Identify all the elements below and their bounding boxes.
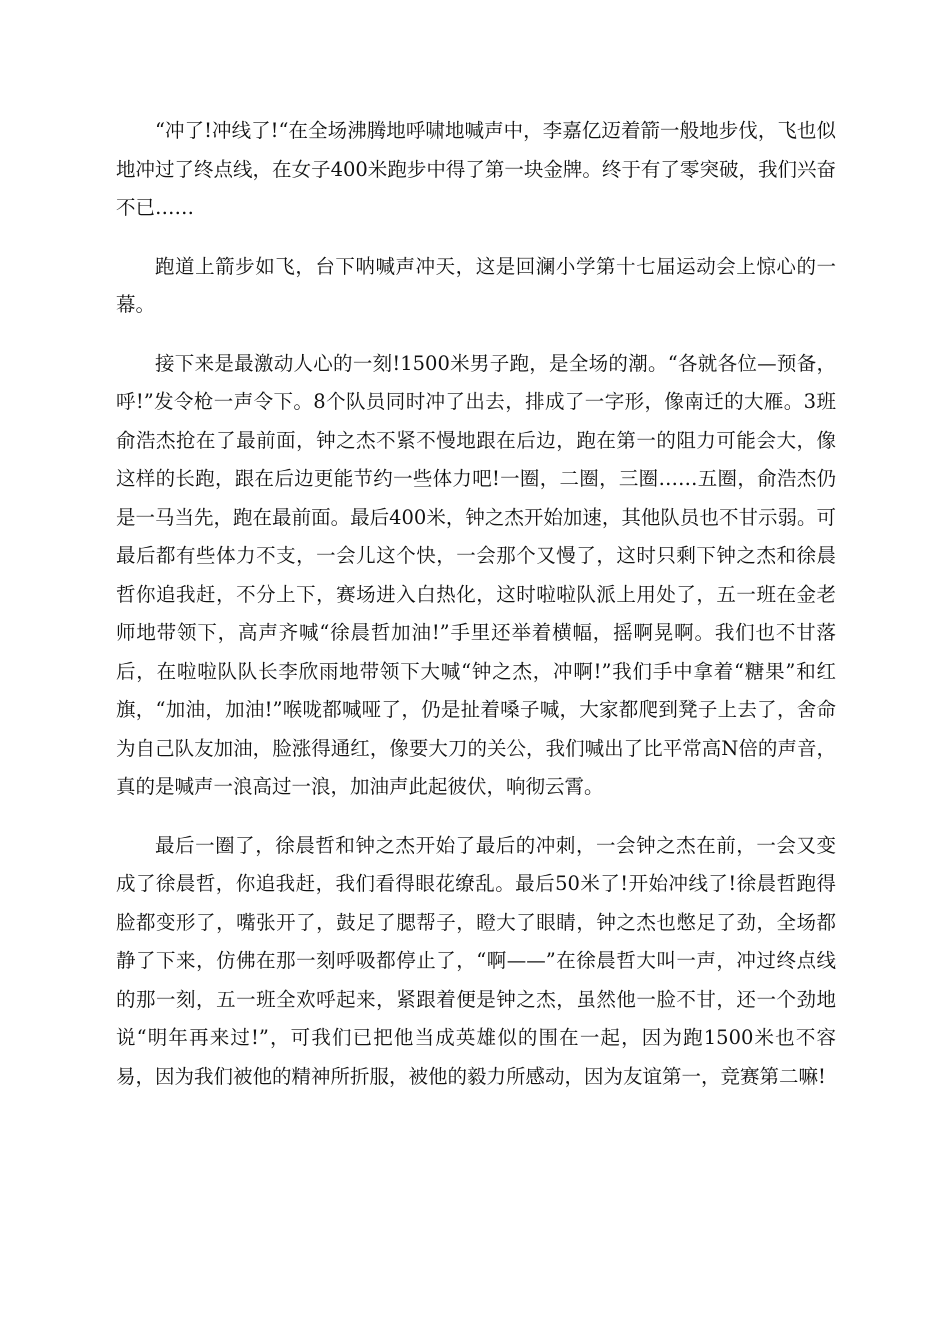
paragraph-scene: 跑道上箭步如飞，台下呐喊声冲天，这是回澜小学第十七届运动会上惊心的一幕。 (116, 254, 836, 316)
paragraph-final-lap: 最后一圈了，徐晨哲和钟之杰开始了最后的冲刺，一会钟之杰在前，一会又变成了徐晨哲，你追我赶，我们看得眼花缭乱。最后50米了!开始冲线了!徐晨哲跑得脸都变形了，嘴张开了，鼓足了腮帮子，瞪大了眼睛，钟之杰也憋足了劲，全场都静了下来，仿佛在那一刻呼吸都停止了，“啊——”在徐晨哲大叫一声，冲过终点线的那一刻，五一班全欢呼起来，紧跟着便是钟之杰，虽然他一脸不甘，还一个劲地说“明年再来过!”，可我们已把他当成英雄似的围在一起，因为跑1500米也不容易，因为我们被他的精神所折服，被他的毅力所感动，因为友谊第一，竞赛第二嘛! (116, 833, 836, 1088)
paragraph-opening: “冲了!冲线了!“在全场沸腾地呼啸地喊声中，李嘉亿迈着箭一般地步伐，飞也似地冲过了终点线，在女子400米跑步中得了第一块金牌。终于有了零突破，我们兴奋不已…… (116, 119, 836, 219)
paragraph-1500m-race: 接下来是最激动人心的一刻!1500米男子跑，是全场的潮。“各就各位—预备，呼!”发令枪一声令下。8个队员同时冲了出去，排成了一字形，像南迁的大雁。3班俞浩杰抢在了最前面，钟之杰不紧不慢地跟在后边，跑在第一的阻力可能会大，像这样的长跑，跟在后边更能节约一些体力吧!一圈，二圈，三圈……五圈，俞浩杰仍是一马当先，跑在最前面。最后400米，钟之杰开始加速，其他队员也不甘示弱。可最后都有些体力不支，一会儿这个快，一会那个又慢了，这时只剩下钟之杰和徐晨哲你追我赶，不分上下，赛场进入白热化，这时啦啦队派上用处了，五一班在金老师地带领下，高声齐喊“徐晨哲加油!”手里还举着横幅，摇啊晃啊。我们也不甘落后，在啦啦队队长李欣雨地带领下大喊“钟之杰，冲啊!”我们手中拿着“糖果”和红旗，“加油，加油!”喉咙都喊哑了，仍是扯着嗓子喊，大家都爬到凳子上去了，舍命为自己队友加油，脸涨得通红，像要大刀的关公，我们喊出了比平常高N倍的声音，真的是喊声一浪高过一浪，加油声此起彼伏，响彻云霄。 (116, 351, 836, 798)
document-page (116, 112, 836, 1116)
